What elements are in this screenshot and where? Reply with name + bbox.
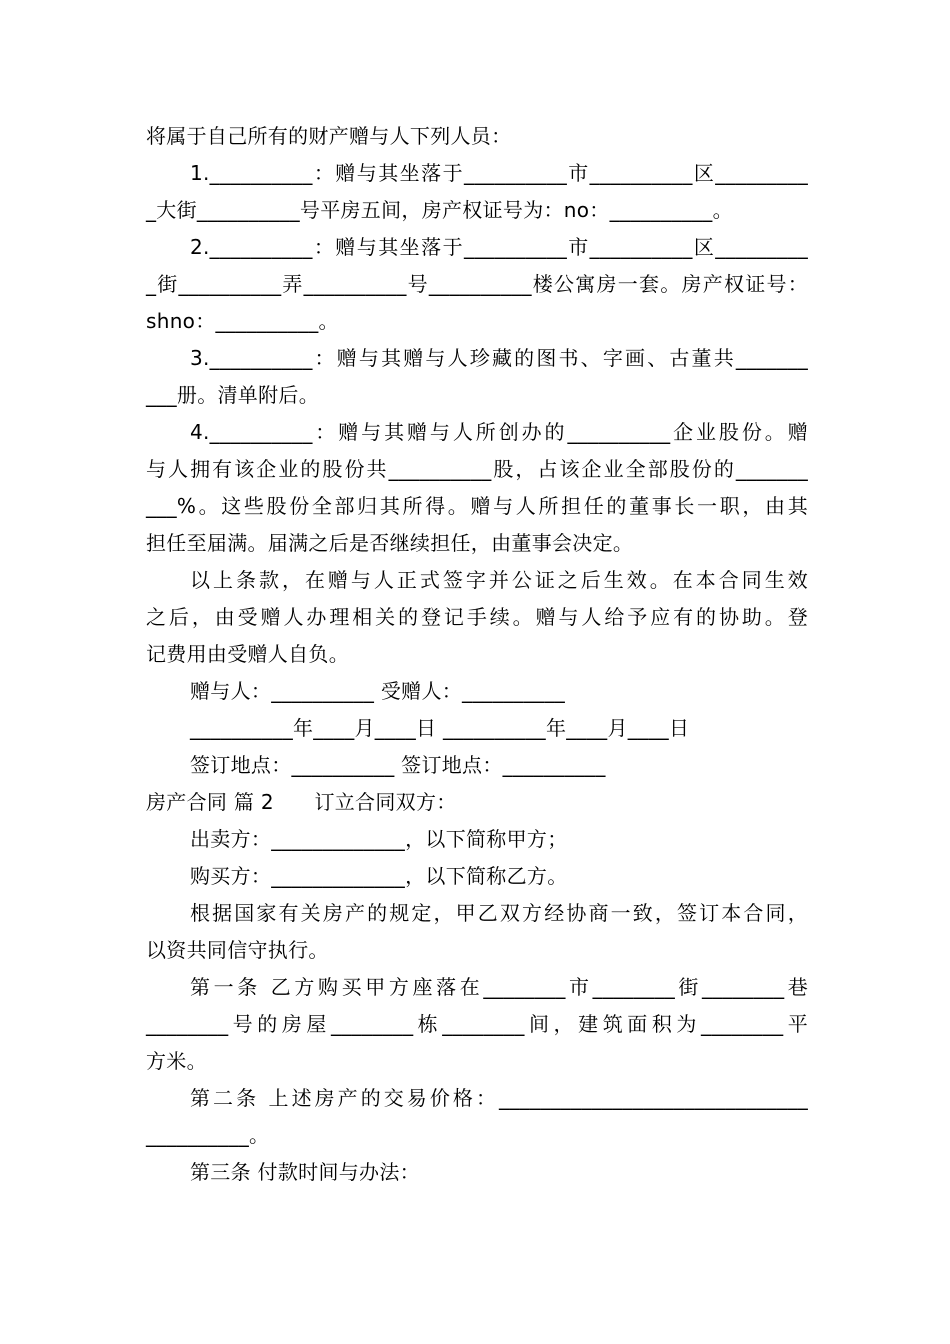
text-line: 记费用由受赠人自负。 (146, 642, 349, 666)
text-line: shno：__________。 (146, 309, 339, 333)
text-line: 方米。 (146, 1049, 207, 1073)
text-line: 第三条 付款时间与办法： (190, 1160, 420, 1184)
text-line: 3.__________：赠与其赠与人珍藏的图书、字画、古董共_______ (190, 346, 808, 370)
text-line: _大街__________号平房五间，房产权证号为：no：__________。 (146, 198, 733, 222)
text-line: ________号的房屋________栋________间，建筑面积为________平 (146, 1012, 808, 1036)
text-line: 第一条 乙方购买甲方座落在________市________街________巷 (190, 975, 808, 999)
text-line: 以资共同信守执行。 (146, 938, 329, 962)
text-line: 与人拥有该企业的股份共__________股，占该企业全部股份的_______ (146, 457, 808, 481)
text-line: __________年____月____日 __________年____月____日 (190, 716, 690, 740)
text-line: 赠与人：__________ 受赠人：__________ (190, 679, 566, 703)
text-line: 根据国家有关房产的规定，甲乙双方经协商一致，签订本合同， (190, 901, 808, 925)
document-page (146, 118, 808, 1191)
text-line: __________。 (146, 1123, 270, 1147)
text-line: 以上条款，在赠与人正式签字并公证之后生效。在本合同生效 (190, 568, 808, 592)
text-line: _街__________弄__________号__________楼公寓房一套。房产权证号： (146, 272, 808, 296)
text-line: 出卖方：_____________，以下简称甲方； (190, 827, 568, 851)
text-line: 房产合同 篇 2 订立合同双方： (146, 790, 457, 814)
text-line: 2.__________：赠与其坐落于__________市__________区_________ (190, 235, 808, 259)
text-line: 将属于自己所有的财产赠与人下列人员： (146, 124, 512, 148)
text-line: ___册。清单附后。 (146, 383, 319, 407)
text-line: 1.__________：赠与其坐落于__________市__________区_________ (190, 161, 808, 185)
text-line: 4.__________：赠与其赠与人所创办的__________企业股份。赠 (190, 420, 808, 444)
text-line: 第二条 上述房产的交易价格：______________________________ (190, 1086, 808, 1110)
text-line: 购买方：_____________，以下简称乙方。 (190, 864, 568, 888)
text-line: 担任至届满。届满之后是否继续担任，由董事会决定。 (146, 531, 634, 555)
text-line: 之后，由受赠人办理相关的登记手续。赠与人给予应有的协助。登 (146, 605, 808, 629)
text-line: 签订地点：__________ 签订地点：__________ (190, 753, 606, 777)
text-line: ___%。这些股份全部归其所得。赠与人所担任的董事长一职，由其 (146, 494, 808, 518)
